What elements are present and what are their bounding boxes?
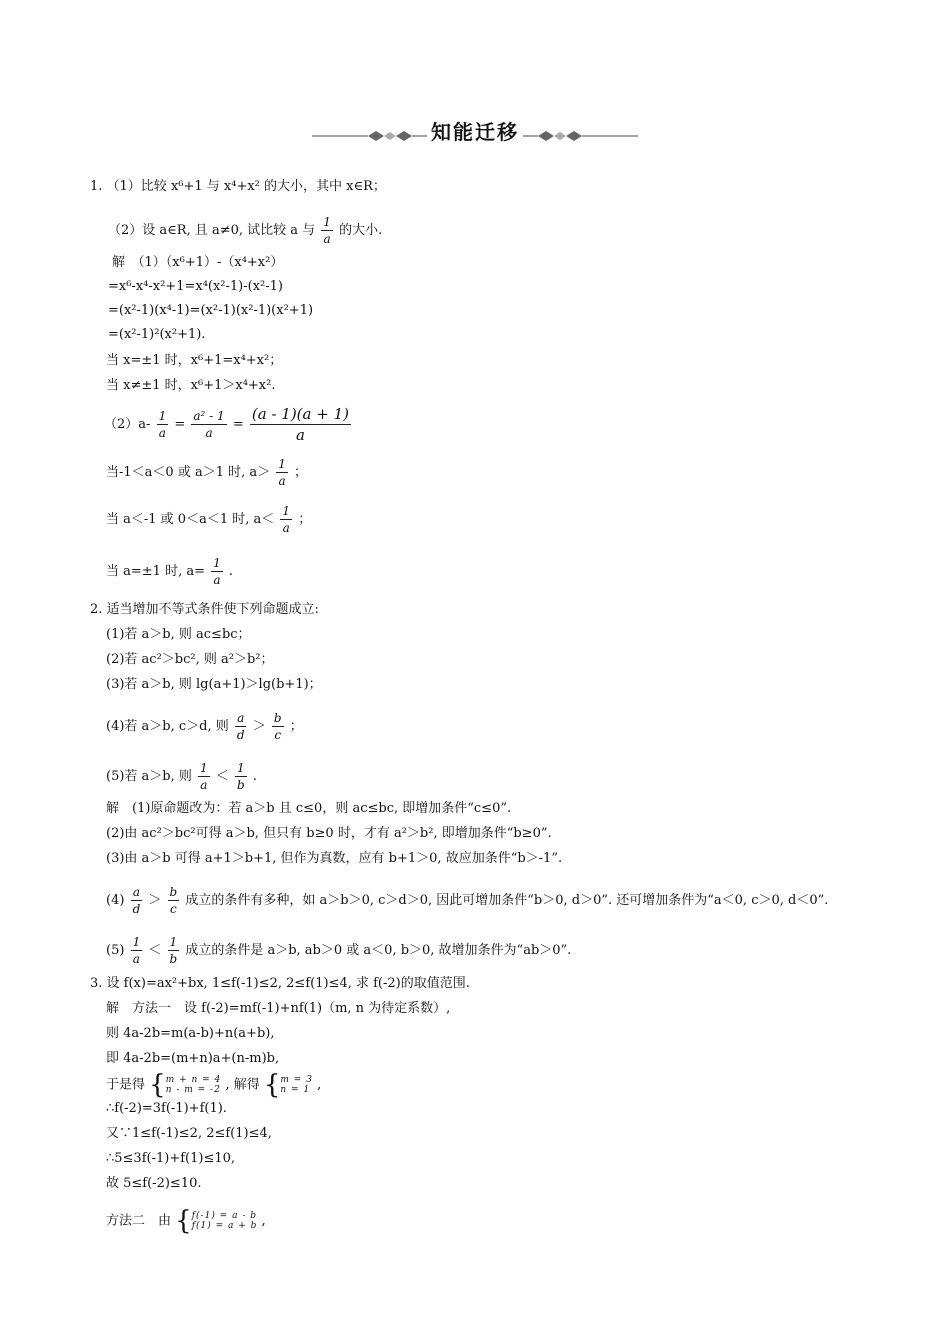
q3-head: 3. 设 f(x)=ax²+bx, 1≤f(-1)≤2, 2≤f(1)≤4, 求 f(-2)的取值范围. (90, 976, 470, 991)
q2-head: 2. 适当增加不等式条件使下列命题成立: (90, 602, 319, 617)
q3-sol3: 即 4a-2b=(m+n)a+(n-m)b, (106, 1051, 280, 1066)
q1-sol-line7: （2）a- $\frac{1}{a}$ = $\frac{\text{a² - 1}}{a}$ = $\frac{(a - 1)(a + 1)}{a}$ (104, 405, 349, 444)
q3-sol7: ∴5≤3f(-1)+f(1)≤10, (106, 1151, 236, 1166)
q3-sol9: 方法二 由 { f(-1) = a - b f(1) = a + b , (106, 1206, 266, 1236)
left-ornament-icon (312, 129, 427, 143)
q3-sol2: 则 4a-2b=m(a-b)+n(a+b), (106, 1026, 275, 1041)
equation-system-2: { m = 3 n = 1 (263, 1070, 313, 1100)
q3-sol5: ∴f(-2)=3f(-1)+f(1). (106, 1101, 227, 1116)
fraction-1-over-a: $\frac{1}{a}$ (323, 215, 331, 246)
q2-item4: (4)若 a＞b, c＞d, 则 $\frac{a}{d}$ ＞ $\frac{b}{c}$ ； (106, 711, 303, 742)
q1-sol-line3: =(x²-1)(x⁴-1)=(x²-1)(x²-1)(x²+1) (108, 303, 314, 318)
q2-item5: (5)若 a＞b, 则 $\frac{1}{a}$ ＜ $\frac{1}{b}$ . (106, 761, 257, 792)
q2-sol1: 解 (1)原命题改为：若 a＞b 且 c≤0，则 ac≤bc, 即增加条件“c≤0”. (106, 801, 512, 816)
q1-part2: （2）设 a∈R, 且 a≠0, 试比较 a 与 $\frac{1}{a}$ 的大小. (108, 215, 383, 246)
q1-sol-line6: 当 x≠±1 时，x⁶+1＞x⁴+x². (106, 378, 276, 393)
q1-sol-line4: =(x²-1)²(x²+1). (108, 327, 206, 342)
q2-sol4: (4) $\frac{a}{d}$ ＞ $\frac{b}{c}$ 成立的条件有多种，如 a＞b＞0, c＞d＞0, 因此可增加条件“b＞0, d＞0”. 还可增加条件为“a＜0, c＞0, d＜0”. (106, 885, 829, 916)
q2-item1: (1)若 a＞b, 则 ac≤bc； (106, 627, 251, 642)
equation-system-3: { f(-1) = a - b f(1) = a + b (175, 1206, 258, 1236)
q3-sol8: 故 5≤f(-2)≤10. (106, 1176, 202, 1191)
q1-sol-line8: 当-1＜a＜0 或 a＞1 时, a＞ $\frac{1}{a}$ ； (106, 457, 308, 488)
q2-sol3: (3)由 a＞b 可得 a+1＞b+1, 但作为真数，应有 b+1＞0, 故应加条件“b＞-1”. (106, 851, 563, 866)
q3-sol4: 于是得 { m + n = 4 n - m = -2 , 解得 { m = 3 n = 1 , (106, 1070, 322, 1100)
q1-sol-line1: 解 （1）（x⁶+1）-（x⁴+x²） (112, 255, 284, 270)
q1-sol-line2: =x⁶-x⁴-x²+1=x⁴(x²-1)-(x²-1) (108, 279, 283, 294)
q3-sol1: 解 方法一 设 f(-2)=mf(-1)+nf(1)（m, n 为待定系数）, (106, 1001, 451, 1016)
q1-sol-line5: 当 x=±1 时，x⁶+1=x⁴+x²； (106, 353, 283, 368)
q1-sol-line9: 当 a＜-1 或 0＜a＜1 时, a＜ $\frac{1}{a}$ ； (106, 504, 312, 535)
right-ornament-icon (523, 129, 638, 143)
q3-sol6: 又∵1≤f(-1)≤2, 2≤f(1)≤4, (106, 1126, 272, 1141)
title-text: 知能迁移 (431, 120, 519, 144)
q2-item2: (2)若 ac²＞bc², 则 a²＞b²； (106, 652, 274, 667)
section-title (0, 116, 950, 145)
q1-part1: 1. （1）比较 x⁶+1 与 x⁴+x² 的大小，其中 x∈R； (90, 179, 386, 194)
q2-item3: (3)若 a＞b, 则 lg(a+1)＞lg(b+1)； (106, 677, 322, 692)
q2-sol5: (5) $\frac{1}{a}$ ＜ $\frac{1}{b}$ 成立的条件是 a＞b, ab＞0 或 a＜0, b＞0, 故增加条件为“ab＞0”. (106, 935, 572, 966)
q2-sol2: (2)由 ac²＞bc²可得 a＞b, 但只有 b≥0 时，才有 a²＞b², 即增加条件“b≥0”. (106, 826, 552, 841)
q1-sol-line10: 当 a=±1 时, a= $\frac{1}{a}$ . (106, 556, 234, 587)
equation-system-1: { m + n = 4 n - m = -2 (149, 1070, 222, 1100)
